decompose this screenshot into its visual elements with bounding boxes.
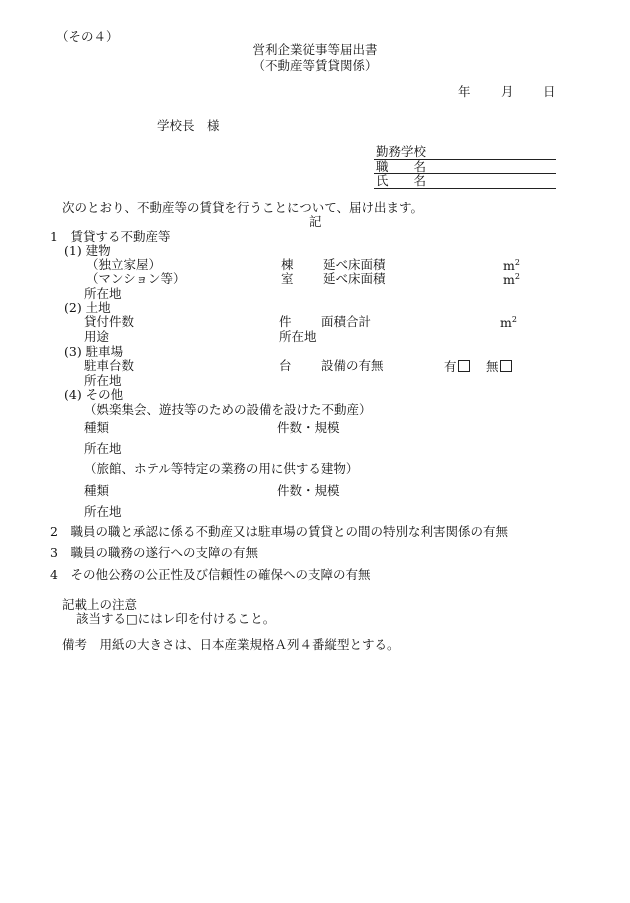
other-count-scale-label-1: 件数・規模 [277,420,340,435]
parking-facility-label: 設備の有無 [321,358,384,373]
remarks-text: 備考 用紙の大きさは、日本産業規格Ａ列４番縦型とする。 [62,637,400,652]
section-3-title: 3 職員の職務の遂行への支障の有無 [50,545,258,560]
parking-count-unit: 台 [279,358,292,373]
other-count-scale-label-2: 件数・規模 [277,483,340,498]
building-title: (1) 建物 [64,243,111,258]
section-1-title: 1 賃貸する不動産等 [50,229,171,244]
intro-text: 次のとおり、不動産等の賃貸を行うことについて、届け出ます。 [62,200,424,215]
building-location-label: 所在地 [84,286,122,301]
ki-heading: 記 [309,214,322,229]
date-month-label: 月 [501,84,514,99]
name-underline [374,188,556,189]
land-location-label: 所在地 [279,329,317,344]
parking-count-label: 駐車台数 [84,358,135,373]
form-subtitle: （不動産等賃貸関係） [252,58,378,73]
other-location-label-2: 所在地 [84,504,122,519]
addressee: 学校長 様 [157,118,220,133]
name-label: 氏 名 [376,173,427,188]
other-location-label-1: 所在地 [84,441,122,456]
facility-yes-checkbox[interactable] [458,360,470,372]
detached-house-label: （独立家屋） [86,257,162,272]
form-number: （その４） [56,29,119,44]
other-title: (4) その他 [64,387,124,402]
mansion-area-unit: $m^2$ [503,272,520,288]
land-title: (2) 土地 [64,300,111,315]
date-day-label: 日 [543,84,556,99]
notes-title: 記載上の注意 [62,597,138,612]
form-title: 営利企業従事等届出書 [252,42,378,57]
detached-area-unit: $m^2$ [503,258,520,274]
notes-body: 該当する□にはレ印を付けること。 [76,611,276,626]
mansion-label: （マンション等） [86,271,186,286]
section-2-title: 2 職員の職と承認に係る不動産又は駐車場の賃貸との間の特別な利害関係の有無 [50,524,508,539]
mansion-unit: 室 [281,271,294,286]
parking-location-label: 所在地 [84,373,122,388]
facility-no-checkbox[interactable] [500,360,512,372]
parking-facility-yes: 有 [444,360,470,374]
entertainment-property-label: （娯楽集会、遊技等のための設備を設けた不動産） [84,402,372,417]
land-area-unit: $m^2$ [500,315,517,331]
business-building-label: （旅館、ホテル等特定の業務の用に供する建物） [84,461,359,476]
detached-floor-area-label: 延べ床面積 [323,257,386,272]
other-kind-label-1: 種類 [84,420,110,435]
date-year-label: 年 [458,84,471,99]
parking-title: (3) 駐車場 [64,344,124,359]
mansion-floor-area-label: 延べ床面積 [323,271,386,286]
detached-unit: 棟 [281,257,294,272]
land-use-label: 用途 [84,329,110,344]
school-label: 勤務学校 [376,144,427,159]
land-area-total-label: 面積合計 [321,314,372,329]
land-count-unit: 件 [279,314,292,329]
land-count-label: 貸付件数 [84,314,135,329]
section-4-title: 4 その他公務の公正性及び信頼性の確保への支障の有無 [50,567,371,582]
other-kind-label-2: 種類 [84,483,110,498]
parking-facility-no: 無 [486,360,512,374]
position-label: 職 名 [376,159,427,174]
